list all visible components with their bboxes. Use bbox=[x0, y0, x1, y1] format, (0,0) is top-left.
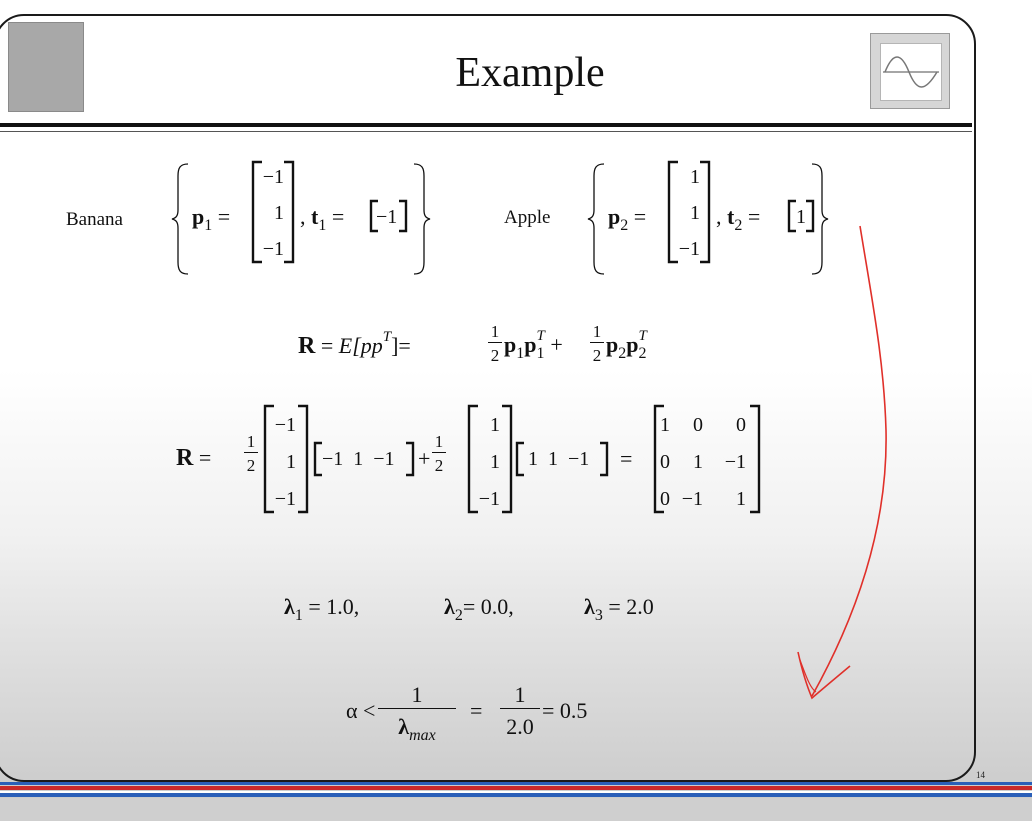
expanded-plus: + bbox=[418, 446, 431, 471]
apple-label: Apple bbox=[504, 207, 551, 228]
alpha-lhs: α < bbox=[346, 698, 376, 723]
p2-cell-2: 1 bbox=[690, 202, 700, 224]
expanded-lhs: R = bbox=[176, 445, 212, 471]
term2: $p_2p_2^T$ bbox=[606, 328, 647, 362]
p1-cell-1: −1 bbox=[262, 166, 284, 188]
term1: $p_1p_1^T$ + bbox=[504, 328, 563, 362]
result-cell-1-2: 0 bbox=[693, 414, 703, 436]
eigenvalue-3: $\lambda_3 = 2.0$ bbox=[584, 594, 654, 624]
slide-title: Example bbox=[455, 50, 605, 96]
t2-label: , $t_2$ = bbox=[716, 204, 761, 234]
row1-values: −1 1 −1 bbox=[322, 448, 395, 470]
t2-value: 1 bbox=[796, 206, 806, 228]
result-cell-2-1: 0 bbox=[660, 451, 670, 473]
alpha-eq-1: = bbox=[470, 698, 483, 723]
p2-label: $p_2$ = bbox=[608, 204, 647, 234]
p2-cell-1: 1 bbox=[690, 166, 700, 188]
page-number: 14 bbox=[976, 770, 985, 780]
result-cell-3-3: 1 bbox=[736, 488, 746, 510]
eigenvalue-2: $\lambda_2= 0.0$, bbox=[444, 594, 514, 624]
p2-cell-3: −1 bbox=[678, 238, 700, 260]
banana-label: Banana bbox=[66, 209, 123, 230]
p1-cell-2: 1 bbox=[274, 202, 284, 224]
inverse-two: 1 2.0 bbox=[500, 682, 540, 740]
result-cell-3-2: −1 bbox=[681, 488, 703, 510]
half-fraction-2: 1 2 bbox=[590, 322, 604, 366]
result-cell-1-1: 1 bbox=[660, 414, 670, 436]
result-cell-3-1: 0 bbox=[660, 488, 670, 510]
half-fraction-1: 1 2 bbox=[488, 322, 502, 366]
col1-cell-3: −1 bbox=[274, 488, 296, 510]
p1-cell-3: −1 bbox=[262, 238, 284, 260]
p1-label: $p_1$ = bbox=[192, 204, 231, 234]
t1-label: , $t_1$ = bbox=[300, 204, 345, 234]
correlation-definition: $R = E[pp^T]=$ bbox=[298, 329, 411, 359]
col2-cell-1: 1 bbox=[490, 414, 500, 436]
eigenvalue-1: $\lambda_1 = 1.0$, bbox=[284, 594, 360, 624]
t1-value: −1 bbox=[376, 206, 398, 228]
col1-cell-1: −1 bbox=[274, 414, 296, 436]
col1-cell-2: 1 bbox=[286, 451, 296, 473]
result-cell-2-2: 1 bbox=[693, 451, 703, 473]
col2-cell-2: 1 bbox=[490, 451, 500, 473]
expectation-expr: E[pp bbox=[338, 333, 383, 358]
inverse-lambda-max: 1 $\lambda_{max}$ bbox=[378, 682, 456, 740]
expanded-equals: = bbox=[620, 446, 633, 471]
half-fraction-3: 1 2 bbox=[244, 432, 258, 476]
result-cell-1-3: 0 bbox=[736, 414, 746, 436]
alpha-result: = 0.5 bbox=[542, 698, 588, 723]
half-fraction-4: 1 2 bbox=[432, 432, 446, 476]
row2-values: 1 1 −1 bbox=[528, 448, 590, 470]
result-cell-2-3: −1 bbox=[724, 451, 746, 473]
col2-cell-3: −1 bbox=[478, 488, 500, 510]
